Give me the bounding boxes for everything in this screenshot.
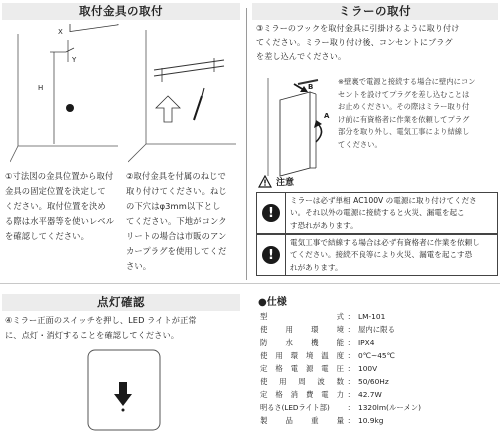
spec-value: IPX4 (358, 338, 375, 347)
step2-line-2: 取り付けてください。ねじ (126, 186, 227, 196)
spec-label: 使 用 環 境 (260, 325, 344, 334)
spec-row-temperature (260, 349, 498, 362)
wall-wiring-note (338, 76, 498, 151)
warning1-line-2: い。それ以外の電源に接続すると火災、漏電を起こ (290, 208, 465, 218)
step2-text (126, 169, 244, 274)
spec-colon: : (348, 416, 351, 425)
spec-colon: : (348, 390, 351, 399)
spec-row-frequency (260, 375, 498, 388)
spec-title: ●仕様 (258, 297, 287, 308)
step1-line-5: を確認してください。 (5, 231, 89, 241)
warning-icon-cell (257, 235, 286, 275)
step4-line-2: に、点灯・消灯することを確認してください。 (5, 330, 180, 340)
spec-row-brightness (260, 401, 498, 414)
warning-text-voltage (290, 195, 494, 232)
mirror-hanging-diagram (258, 72, 330, 180)
step2-line-6: カープラグを使用してくだ (126, 246, 227, 256)
step1-line-1: ①寸法図の金具位置から取付 (5, 171, 114, 181)
warning-box-wiring (256, 234, 498, 276)
section-divider (0, 283, 500, 284)
spec-colon: : (348, 325, 351, 334)
spec-colon: : (348, 377, 351, 386)
spec-row-environment (260, 323, 498, 336)
caution-icon (258, 175, 272, 188)
spec-value: 50/60Hz (358, 377, 389, 386)
spec-value: 屋内に限る (358, 325, 395, 334)
mirror-switch-diagram (86, 348, 162, 432)
warning2-line-1: 電気工事で結線する場合は必ず有資格者に作業を依頼し (290, 238, 480, 247)
step2-line-4: てください。下地がコンク (126, 216, 227, 226)
note-line-4: け前に有資格者に作業を依頼してプラグ (338, 114, 470, 124)
spec-label: 防 水 機 能 (260, 338, 344, 347)
spec-value: 1320lm(ルーメン) (358, 403, 422, 412)
spec-row-model (260, 310, 498, 323)
step3-line-3: を差し込んでください。 (256, 51, 347, 61)
step3-line-1: ③ミラーのフックを取付金具に引掛けるように取り付け (256, 23, 460, 33)
section-title-mirror-install: ミラーの取付 (252, 3, 498, 20)
warning-box-voltage (256, 192, 498, 234)
spec-label: 定 格 電 源 電 圧 (260, 364, 344, 373)
diagram-label-a: A (324, 112, 330, 120)
warning1-line-1: ミラーは必ず単相 AC100V の電源に取り付けてくださ (290, 196, 477, 205)
spec-label: 使 用 環 境 温 度 (260, 351, 344, 360)
spec-label: 明るさ(LEDライト部) (260, 403, 330, 412)
spec-label: 製 品 重 量 (260, 416, 344, 425)
spec-value: 0℃~45℃ (358, 351, 395, 360)
warning2-line-2: てください。接続不良等により火災、漏電を起こす恐 (290, 250, 473, 260)
spec-colon: : (348, 403, 351, 412)
step4-line-1: ④ミラー正面のスイッチを押し、LED ライトが正常 (5, 315, 197, 325)
warning-icon-cell (257, 193, 286, 233)
spec-value: LM-101 (358, 312, 386, 321)
spec-label: 使 用 周 波 数 (260, 377, 344, 386)
step3-text (256, 21, 496, 63)
note-line-5: 部分を取り外し、電気工事により結線し (338, 127, 470, 136)
note-line-6: てください。 (338, 139, 382, 149)
diagram-label-x: X (58, 28, 63, 36)
step2-line-1: ②取付金具を付属のねじで (126, 171, 226, 181)
spec-colon: : (348, 312, 351, 321)
section-title-lighting-check: 点灯確認 (2, 294, 240, 311)
bracket-screw-diagram (128, 26, 238, 166)
spec-value: 100V (358, 364, 378, 373)
step1-line-3: ください。取付位置を決め (5, 201, 106, 211)
diagram-label-h: H (38, 84, 44, 92)
column-divider (246, 8, 247, 280)
step1-line-4: る際は水平器等を使いレベル (5, 216, 115, 226)
spec-colon: : (348, 338, 351, 347)
note-line-3: お止めください。その際はミラー取り付 (338, 102, 470, 111)
prohibition-icon: ! (262, 204, 280, 222)
spec-colon: : (348, 351, 351, 360)
step1-line-2: 金具の固定位置を決定して (5, 186, 106, 196)
step3-line-2: てください。ミラー取り付け後、コンセントにプラグ (256, 37, 453, 47)
spec-row-power (260, 388, 498, 401)
spec-value: 10.9kg (358, 416, 384, 425)
spec-label: 型 式 (260, 312, 344, 321)
spec-colon: : (348, 364, 351, 373)
diagram-label-b: B (308, 83, 314, 91)
warning-text-wiring (290, 237, 494, 274)
spec-row-weight (260, 414, 498, 427)
spec-label: 定 格 消 費 電 力 (260, 390, 344, 399)
prohibition-icon: ! (262, 246, 280, 264)
note-line-1: ※壁裏で電源と接続する場合に壁内にコン (338, 77, 476, 86)
spec-value: 42.7W (358, 390, 382, 399)
step2-line-7: さい。 (126, 261, 152, 271)
spec-row-waterproof (260, 336, 498, 349)
wall-dimension-diagram (10, 24, 120, 164)
note-line-2: セントを設けてプラグを差し込むことは (338, 89, 470, 99)
section-title-bracket-install: 取付金具の取付 (2, 3, 240, 20)
warning1-line-3: す恐れがあります。 (290, 220, 358, 230)
warning2-line-3: れがあります。 (290, 262, 343, 272)
caution-title: 注意 (276, 178, 295, 188)
step2-line-3: の下穴はφ3mm以下とし (126, 201, 221, 211)
spec-row-voltage (260, 362, 498, 375)
step4-text (5, 313, 245, 343)
step1-text (5, 169, 123, 244)
step2-line-5: リートの場合は市販のアン (126, 231, 227, 241)
diagram-label-y: Y (72, 56, 77, 64)
